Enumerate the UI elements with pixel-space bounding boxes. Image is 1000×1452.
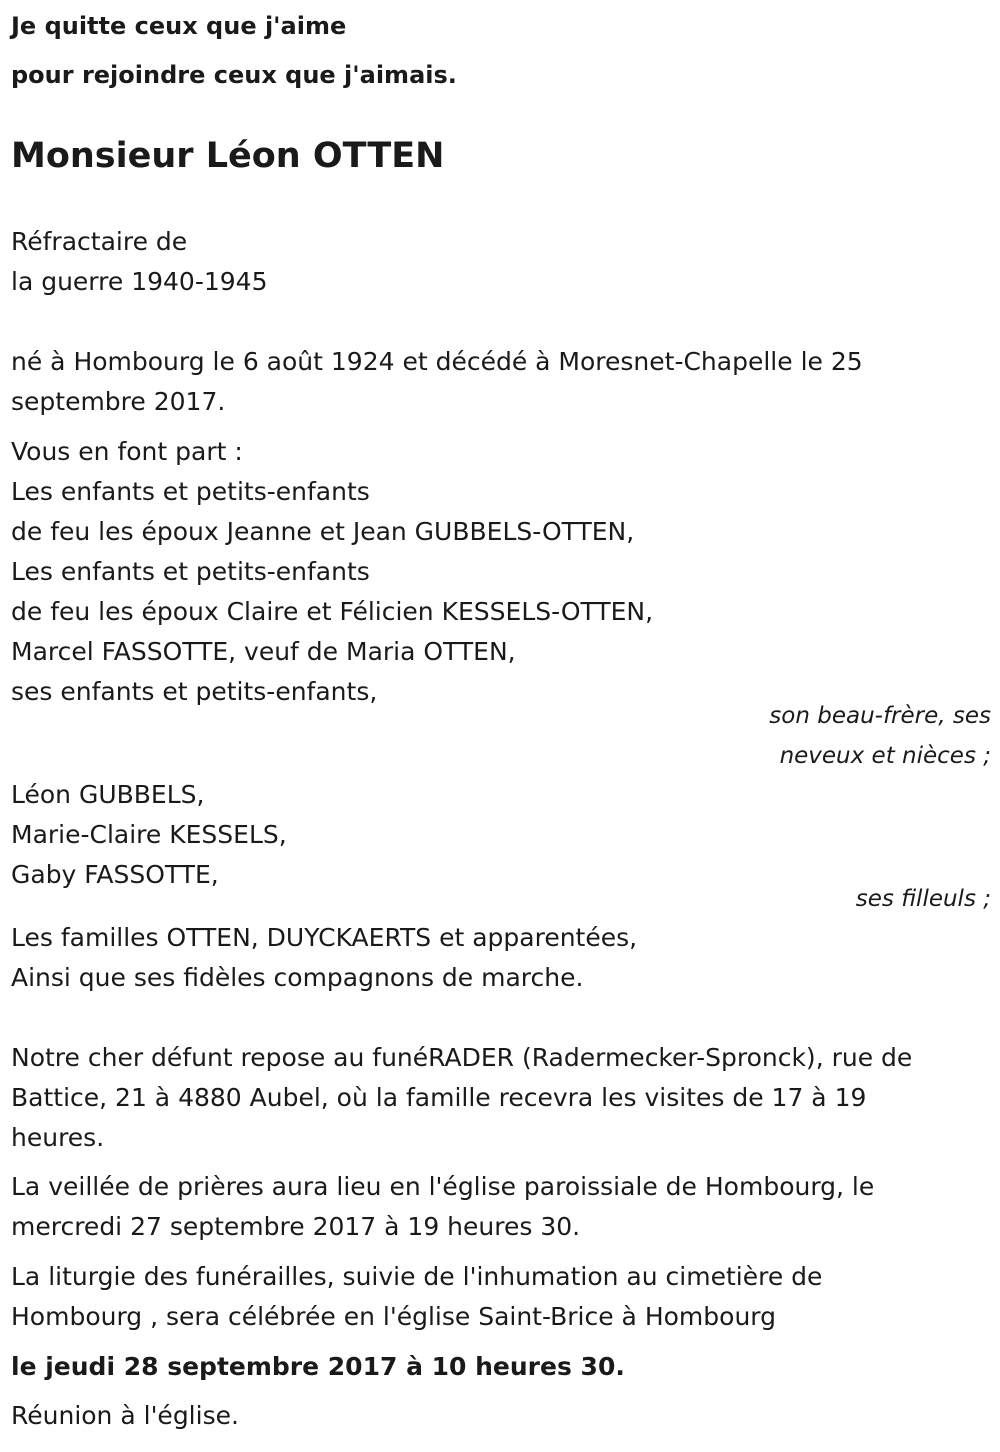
family-intro: Vous en font part : [11,437,243,466]
family-line: de feu les époux Jeanne et Jean GUBBELS-OTTEN, [11,517,635,546]
quote-line-1: Je quitte ceux que j'aime [11,12,347,40]
family-line: Les enfants et petits-enfants [11,557,370,586]
godchild-line: Gaby FASSOTTE, [11,860,219,889]
liturgy-line-1: La liturgie des funérailles, suivie de l'inhumation au cimetière de [11,1262,823,1291]
title-line-1: Réfractaire de [11,227,188,256]
liturgy-line-2: Hombourg , sera célébrée en l'église Saint-Brice à Hombourg [11,1302,776,1331]
others-line: Ainsi que ses fidèles compagnons de marche. [11,963,584,992]
funeral-home-line-1: Notre cher défunt repose au funéRADER (Radermecker-Spronck), rue de [11,1043,913,1072]
birth-death-line-1: né à Hombourg le 6 août 1924 et décédé à Moresnet-Chapelle le 25 [11,347,863,376]
family-line: de feu les époux Claire et Félicien KESSELS-OTTEN, [11,597,654,626]
vigil-line-2: mercredi 27 septembre 2017 à 19 heures 30. [11,1212,581,1241]
liturgy-date: le jeudi 28 septembre 2017 à 10 heures 30. [11,1352,625,1381]
relation-label-line-2: neveux et nièces ; [779,743,991,769]
others-line: Les familles OTTEN, DUYCKAERTS et apparentées, [11,923,638,952]
family-line: Marcel FASSOTTE, veuf de Maria OTTEN, [11,637,516,666]
title-line-2: la guerre 1940-1945 [11,267,268,296]
vigil-line-1: La veillée de prières aura lieu en l'église paroissiale de Hombourg, le [11,1172,875,1201]
godchild-line: Marie-Claire KESSELS, [11,820,287,849]
funeral-home-line-3: heures. [11,1123,105,1152]
family-line: Les enfants et petits-enfants [11,477,370,506]
deceased-name: Monsieur Léon OTTEN [11,136,445,176]
meeting-note: Réunion à l'église. [11,1401,239,1430]
relation-label-line-1: son beau-frère, ses [769,703,991,729]
birth-death-line-2: septembre 2017. [11,387,226,416]
godchild-line: Léon GUBBELS, [11,780,205,809]
quote-line-2: pour rejoindre ceux que j'aimais. [11,61,457,89]
funeral-home-line-2: Battice, 21 à 4880 Aubel, où la famille recevra les visites de 17 à 19 [11,1083,867,1112]
godchildren-label: ses filleuls ; [855,886,991,912]
family-line: ses enfants et petits-enfants, [11,677,378,706]
